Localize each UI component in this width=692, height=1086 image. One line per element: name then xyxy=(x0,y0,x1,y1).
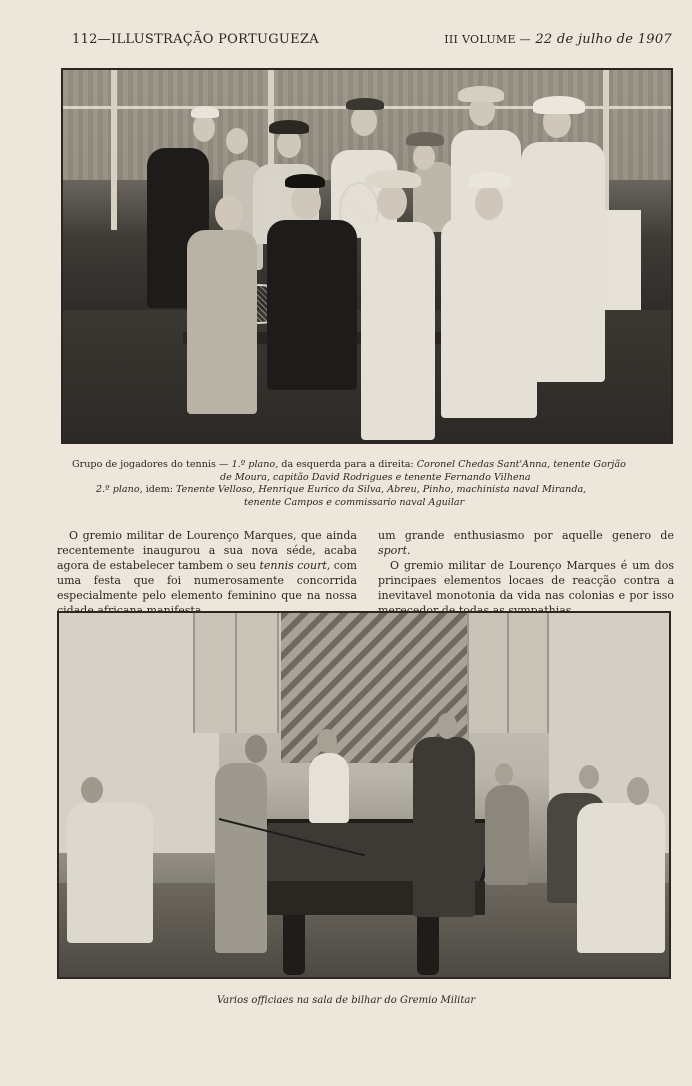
issue-date: 22 de julho de 1907 xyxy=(535,32,672,47)
article-paragraph-1 xyxy=(57,528,357,618)
caption1-line3 xyxy=(72,484,672,497)
article-sport-term: sport xyxy=(378,544,407,557)
tennis-group-photo xyxy=(61,68,673,444)
article-p1-text-a: O gremio militar de Lourenço Marques, que ainda recentemente inaugurou a sua nova séde, acaba agora de estabelecer tambem o seu xyxy=(57,529,357,572)
article-paragraph-2: O gremio militar de Lourenço Marques é um dos principaes elementos locaes de reacção contra a inevitavel monotonia da vida nas colonias e por isso xyxy=(378,559,674,602)
billiard-room-photo xyxy=(57,611,671,979)
caption1-plano1: 1.º plano, xyxy=(231,459,279,470)
caption1-line4: tenente Campos e commissario naval Aguilar xyxy=(244,496,465,508)
issue-info xyxy=(444,32,672,47)
caption1-names1: Coronel Chedas Sant'Anna, tenente Gorjão xyxy=(416,459,626,470)
article-p1-cont-end: . xyxy=(407,544,411,557)
article-paragraph-1-cont xyxy=(378,528,674,558)
caption1-names3: Tenente Velloso, Henrique Eurico da Silva, Abreu, Pinho, machinista naval Miranda, xyxy=(175,484,587,495)
caption1-text3: idem: xyxy=(142,484,176,495)
page-number-and-title: 112—ILLUSTRAÇÃO PORTUGUEZA xyxy=(72,32,319,47)
caption1-line2: de Moura, capitão David Rodrigues e tenente Fernando Vilhena xyxy=(220,471,531,483)
article-tennis-term: tennis court xyxy=(259,559,327,572)
caption1-text1: da esquerda para a direita: xyxy=(278,459,417,470)
caption1-plano2: 2.º plano, xyxy=(96,484,143,495)
article-column-right xyxy=(378,528,674,618)
photo2-caption: Varios officiaes na sala de bilhar do Gremio Militar xyxy=(216,995,476,1006)
article-column-left xyxy=(57,528,357,618)
caption1-label: Grupo de jogadores do tennis — xyxy=(72,459,229,470)
article-p1-cont-text: um grande enthusiasmo por aquelle genero de xyxy=(378,529,674,542)
photo1-caption xyxy=(72,459,672,509)
caption1-line1 xyxy=(72,459,672,472)
volume-label: III VOLUME — xyxy=(444,33,531,46)
article-p1-text-b: , com uma festa que foi numerosamente concorrida especialmente pelo elemento feminino que na nossa xyxy=(57,559,357,602)
page-header xyxy=(72,32,672,52)
